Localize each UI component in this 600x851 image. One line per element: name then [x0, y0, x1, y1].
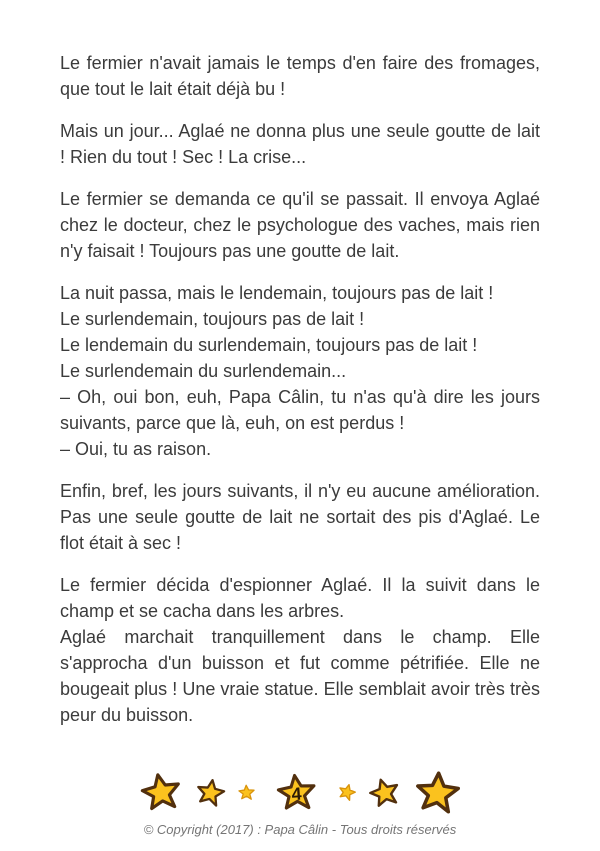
- story-line: Le surlendemain, toujours pas de lait !: [60, 309, 365, 329]
- story-dialogue-line: – Oh, oui bon, euh, Papa Câlin, tu n'as qu'à dire les jours suivants, parce que là, euh, on est perdus !: [60, 387, 540, 433]
- story-line: Le surlendemain du surlendemain...: [60, 361, 347, 381]
- story-line: Aglaé marchait tranquillement dans le champ. Elle s'approcha d'un buisson et fut comme pétrifiée. Elle ne bougeait plus ! Une vraie statue. Elle semblait avoir très très peur du buisson.: [60, 627, 540, 725]
- copyright-line: © Copyright (2017) : Papa Câlin - Tous droits réservés: [143, 822, 457, 837]
- star-icon: [334, 779, 359, 804]
- star-icon: [409, 764, 465, 820]
- star-icon: [237, 783, 256, 802]
- star-icon: [363, 771, 405, 813]
- paragraph-docteur: Le fermier se demanda ce qu'il se passait. Il envoya Aglaé chez le docteur, chez le psychologue des vaches, mais rien n'y faisait ! Toujours pas une goutte de lait.: [60, 189, 540, 261]
- paragraph-fromages: Le fermier n'avait jamais le temps d'en faire des fromages, que tout le lait était déjà bu !: [60, 53, 540, 99]
- page-number-star-icon: [272, 768, 320, 816]
- page-number-decoration: [0, 766, 600, 818]
- star-icon: [190, 772, 229, 811]
- story-line: Le lendemain du surlendemain, toujours pas de lait !: [60, 335, 478, 355]
- story-text: [60, 50, 540, 728]
- paragraph-jours-dialogue: [60, 280, 540, 462]
- story-line: La nuit passa, mais le lendemain, toujours pas de lait !: [60, 283, 494, 303]
- paragraph-flot-a-sec: Enfin, bref, les jours suivants, il n'y eu aucune amélioration. Pas une seule goutte de lait ne sortait des pis d'Aglaé. Le flot était à sec !: [60, 481, 540, 553]
- star-icon: [135, 766, 187, 818]
- page-number: 4: [290, 783, 302, 804]
- story-dialogue-line: – Oui, tu as raison.: [60, 439, 212, 459]
- paragraph-crise: Mais un jour... Aglaé ne donna plus une seule goutte de lait ! Rien du tout ! Sec ! La crise...: [60, 121, 540, 167]
- story-line: Le fermier décida d'espionner Aglaé. Il la suivit dans le champ et se cacha dans les arbres.: [60, 575, 540, 621]
- page-footer: [0, 766, 600, 839]
- paragraph-espionner: [60, 572, 540, 728]
